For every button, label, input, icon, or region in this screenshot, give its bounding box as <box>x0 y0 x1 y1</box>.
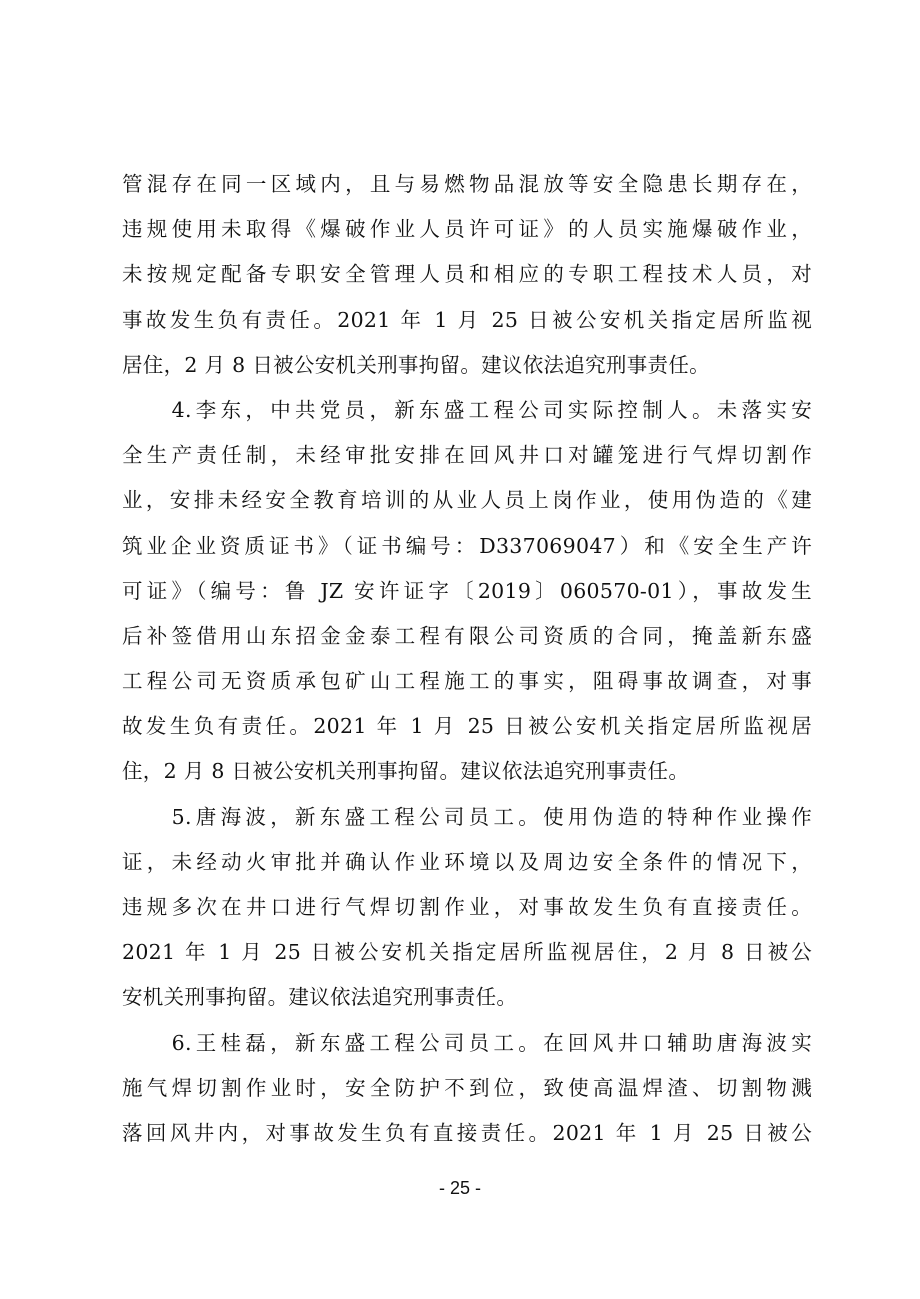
text-line: 故发生负有责任。2021 年 1 月 25 日被公安机关指定居所监视居 <box>122 714 812 739</box>
text-line: 违规多次在井口进行气焊切割作业，对事故发生负有直接责任。 <box>122 895 812 919</box>
text-line: 证，未经动火审批并确认作业环境以及周边安全条件的情况下， <box>122 849 812 874</box>
text-line: 住，2 月 8 日被公安机关刑事拘留。建议依法追究刑事责任。 <box>122 759 690 784</box>
text-line: 全生产责任制，未经审批安排在回风井口对罐笼进行气焊切割作 <box>122 443 812 468</box>
text-line: 6.王桂磊，新东盛工程公司员工。在回风井口辅助唐海波实 <box>122 1030 812 1055</box>
text-line: 违规使用未取得《爆破作业人员许可证》的人员实施爆破作业， <box>122 217 812 242</box>
text-line: 工程公司无资质承包矿山工程施工的事实，阻碍事故调查，对事 <box>122 669 812 694</box>
text-line: 筑业企业资质证书》（证书编号：D337069047）和《安全生产许 <box>122 533 812 558</box>
body-text <box>122 162 812 1156</box>
text-line: 安机关刑事拘留。建议依法追究刑事责任。 <box>122 985 518 1010</box>
text-line: 5.唐海波，新东盛工程公司员工。使用伪造的特种作业操作 <box>122 804 812 829</box>
text-line: 未按规定配备专职安全管理人员和相应的专职工程技术人员，对 <box>122 262 812 287</box>
page-number: - 25 - <box>438 1178 481 1198</box>
text-line: 落回风井内，对事故发生负有直接责任。2021 年 1 月 25 日被公 <box>122 1120 812 1145</box>
text-line: 业，安排未经安全教育培训的从业人员上岗作业，使用伪造的《建 <box>122 488 812 513</box>
text-line: 后补签借用山东招金金泰工程有限公司资质的合同，掩盖新东盛 <box>122 623 812 648</box>
text-line: 事故发生负有责任。2021 年 1 月 25 日被公安机关指定居所监视 <box>122 307 812 332</box>
text-line: 2021 年 1 月 25 日被公安机关指定居所监视居住，2 月 8 日被公 <box>122 940 812 965</box>
text-line: 4.李东，中共党员，新东盛工程公司实际控制人。未落实安 <box>122 397 812 422</box>
text-line: 施气焊切割作业时，安全防护不到位，致使高温焊渣、切割物溅 <box>122 1075 812 1100</box>
text-line: 可证》（编号：鲁 JZ 安许证字〔2019〕060570-01），事故发生 <box>122 578 812 603</box>
text-line: 管混存在同一区域内，且与易燃物品混放等安全隐患长期存在， <box>122 172 812 196</box>
text-line: 居住，2 月 8 日被公安机关刑事拘留。建议依法追究刑事责任。 <box>122 352 710 377</box>
